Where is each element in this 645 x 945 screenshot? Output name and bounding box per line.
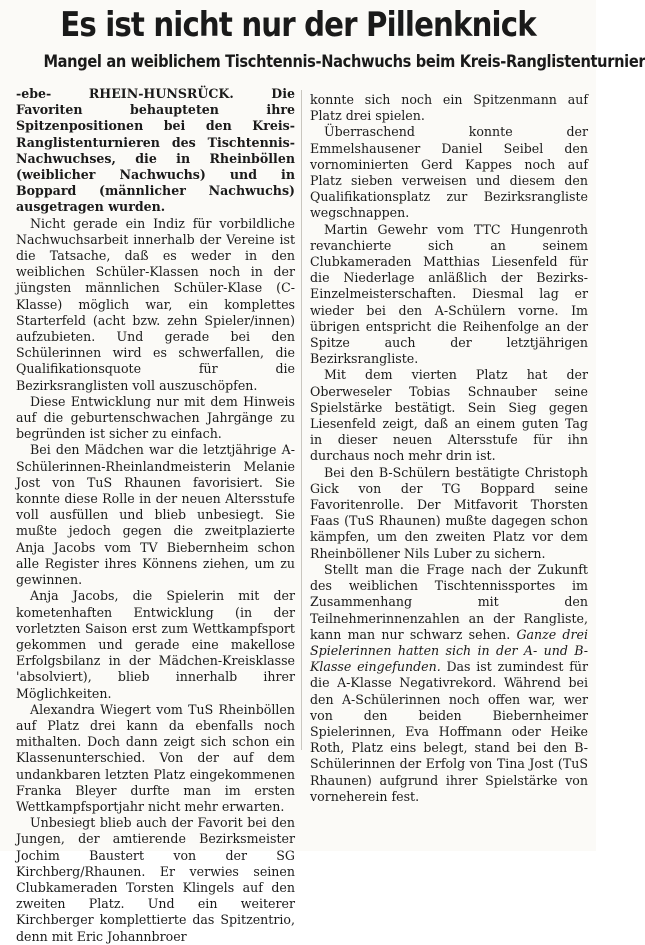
subheadline: Mangel an weiblichem Tischtennis-Nachwuchs beim Kreis-Ranglistenturnier: [43, 52, 645, 72]
body-paragraph: Unbesiegt blieb auch der Favorit bei den Jungen, der amtierende Bezirksmeister Jochim Baustert von der SG Kirchberg/Rhaunen. Er verwies seinen Clubkameraden Torsten Klingels auf den zweiten Platz. Und ein weiterer Kirchberger komplettierte das Spitzentrio, denn mit Eric Johannbroer: [16, 815, 295, 944]
lead-paragraph: [16, 86, 295, 216]
lead-byline: -ebe-: [16, 86, 89, 101]
body-paragraph: Martin Gewehr vom TTC Hungenroth revanchierte sich an seinem Clubkameraden Matthias Liesenfeld für die Niederlage anläßlich der Bezirks-Einzelmeisterschaften. Diesmal lag er wieder bei den A-Schülern vorne. Im übrigen entspricht die Reihenfolge an der Spitze auch der letztjährigen Bezirksrangliste.: [310, 221, 588, 367]
closing-text-italic: Ganze drei Spielerinnen hatten sich in der A- und B-Klasse eingefunden.: [310, 626, 588, 675]
body-paragraph: Alexandra Wiegert vom TuS Rheinböllen auf Platz drei kann da ebenfalls noch mithalten. Doch dann zeigt sich schon ein Klassenunterschied. Von der auf dem undankbaren letzten Platz eingekommenen Franka Bleyer durfte man im ersten Wettkampfsportjahr nicht mehr erwarten.: [16, 701, 295, 814]
lead-dateline: RHEIN-HUNSRÜCK.: [88, 86, 234, 101]
lead-text: Die Favoriten behaupteten ihre Spitzenpositionen bei den Kreis-Ranglistenturnieren des Tischtennis-Nachwuchses, die in Rheinböllen (weiblicher Nachwuchs) und in Boppard (männlicher Nachwuchs) ausgetragen wurden.: [16, 86, 296, 215]
body-paragraph: Diese Entwicklung nur mit dem Hinweis auf die geburtenschwachen Jahrgänge zu begründen ist sicher zu einfach.: [16, 393, 295, 442]
body-paragraph: Bei den Mädchen war die letztjährige A-Schülerinnen-Rheinlandmeisterin Melanie Jost von TuS Rhaunen favorisiert. Sie konnte diese Rolle in der neuen Altersstufe voll ausfüllen und blieb unbesiegt. Sie mußte jedoch gegen die zweitplazierte Anja Jacobs vom TV Biebernheim schon alle Register ihres Könnens ziehen, um zu gewinnen.: [16, 442, 295, 588]
headline: Es ist nicht nur der Pillenknick: [60, 5, 536, 45]
body-paragraph: Nicht gerade ein Indiz für vorbildliche Nachwuchsarbeit innerhalb der Vereine ist die Tatsache, daß es weder in den weiblichen Schüler-Klassen noch in der jüngsten männlichen Schüler-Klase (C-Klasse) möglich war, ein komplettes Starterfeld (acht bzw. zehn Spieler/innen) aufzubieten. Und gerade bei den Schülerinnen wird es schwerfallen, die Qualifikationsquote für die Bezirksranglisten voll auszuschöpfen.: [16, 215, 295, 393]
closing-text-end: Das ist zumindest für die A-Klasse Negativrekord. Während bei den A-Schülerinnen noch offen war, wer von den beiden Biebernheimer Spielerinnen, Eva Hoffmann oder Heike Roth, Platz eins belegt, stand bei den B-Schülerinnen der Erfolg von Tina Jost (TuS Rhaunen) aufgrund ihrer Spielstärke von vorneherein fest.: [310, 659, 588, 804]
column-divider: [301, 90, 302, 750]
closing-paragraph: [310, 562, 588, 805]
article-column-left: [16, 86, 296, 944]
body-paragraph: Anja Jacobs, die Spielerin mit der kometenhaften Entwicklung (in der vorletzten Saison erst zum Wettkampfsport gekommen und gerade eine makellose Erfolgsbilanz in der Mädchen-Kreisklasse 'absolviert), blieb innerhalb ihrer Möglichkeiten.: [16, 588, 295, 701]
body-paragraph: Überraschend konnte der Emmelshausener Daniel Seibel den vornominierten Gerd Kappes noch auf Platz sieben verweisen und diesem den Qualifikationsplatz zur Bezirksrangliste wegschnappen.: [310, 124, 588, 221]
closing-text-start: Stellt man die Frage nach der Zukunft des weiblichen Tischtennissportes im Zusammenhang mit den Teilnehmerinnenzahlen an der Rangliste, kann man nur schwarz sehen.: [310, 561, 588, 642]
body-paragraph: Mit dem vierten Platz hat der Oberweseler Tobias Schnauber seine Spielstärke bestätigt. Sein Sieg gegen Liesenfeld zeigt, daß an einem guten Tag in dieser neuen Altersstufe für ihn durchaus noch mehr drin ist.: [310, 367, 588, 464]
continued-paragraph: konnte sich noch ein Spitzenmann auf Platz drei spielen.: [310, 92, 588, 124]
article-column-right: [310, 92, 588, 854]
body-paragraph: Bei den B-Schülern bestätigte Christoph Gick von der TG Boppard seine Favoritenrolle. Der Mitfavorit Thorsten Faas (TuS Rhaunen) mußte dagegen schon kämpfen, um den zweiten Platz vor dem Rheinböllener Nils Luber zu sichern.: [310, 464, 588, 561]
